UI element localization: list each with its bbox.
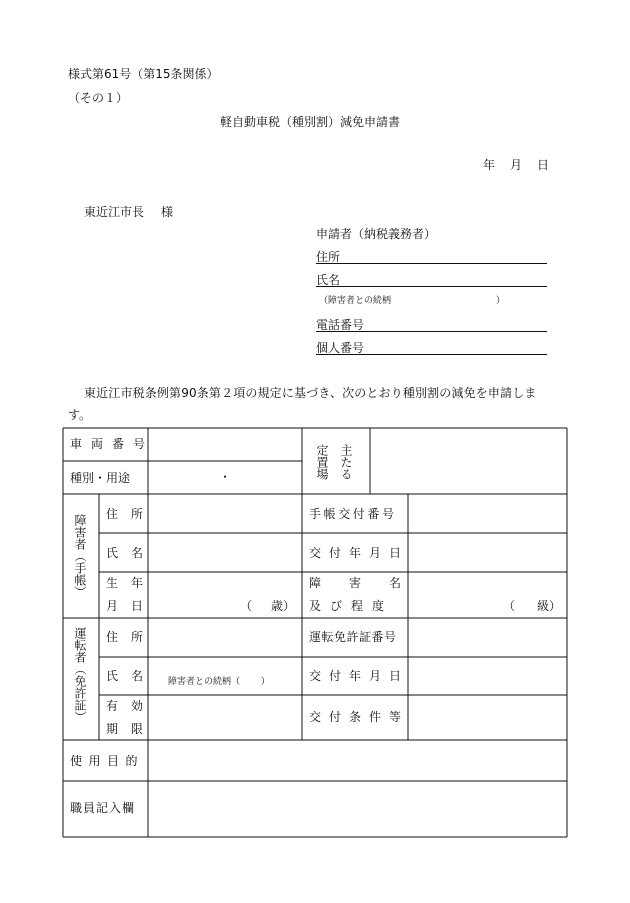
disability-degree-label: 及び程度 — [309, 599, 394, 613]
applicant-address-field[interactable] — [316, 263, 547, 264]
applicant-phone-field[interactable] — [316, 331, 547, 332]
applicant-address-label: 住所 — [316, 250, 341, 264]
handicapped-birth-label-bottom: 月日 — [106, 599, 157, 613]
driver-relationship-note: 障害者との続柄（ ） — [168, 677, 270, 687]
applicant-heading: 申請者（納税義務者） — [316, 227, 437, 241]
applicant-id-label: 個人番号 — [316, 341, 365, 355]
date-day-label: 日 — [537, 158, 550, 172]
handicapped-address-label: 住所 — [106, 507, 157, 521]
garage-input[interactable] — [371, 429, 566, 493]
purpose-input[interactable] — [149, 741, 566, 780]
form-number: 様式第61号（第15条関係） — [68, 67, 219, 81]
disability-name-label: 障害名 — [309, 576, 430, 590]
license-number-label: 運転免許証番号 — [309, 630, 397, 644]
driver-valid-label-bottom: 期限 — [106, 722, 157, 736]
handicapped-section-label: 障害者（手帳） — [73, 514, 87, 598]
garage-label-col1: 主たる — [339, 444, 353, 480]
applicant-id-field[interactable] — [316, 354, 547, 355]
addressee-mayor: 東近江市長 — [84, 205, 145, 219]
form-sub-number: （その１） — [68, 91, 129, 105]
driver-address-label: 住所 — [106, 630, 157, 644]
license-conditions-label: 交付条件等 — [309, 710, 410, 724]
applicant-name-label: 氏名 — [316, 273, 341, 287]
driver-valid-label-top: 有効 — [106, 699, 157, 713]
handicapped-age-close: 歳） — [271, 599, 296, 613]
booklet-number-label: 手帳交付番号 — [309, 507, 397, 521]
handicapped-birth-label-top: 生年 — [106, 576, 157, 590]
applicant-name-field[interactable] — [316, 286, 547, 287]
driver-name-label: 氏名 — [106, 669, 157, 683]
driver-issue-date-label: 交付年月日 — [309, 669, 410, 683]
request-paragraph-line2: す。 — [68, 408, 92, 422]
document-title: 軽自動車税（種別割）減免申請書 — [220, 115, 401, 129]
vehicle-number-input[interactable] — [149, 429, 301, 460]
handicapped-age-open: （ — [240, 599, 253, 613]
driver-section-label: 運転者（免許証） — [73, 627, 87, 723]
applicant-phone-label: 電話番号 — [316, 318, 365, 332]
handicapped-name-label: 氏名 — [106, 546, 157, 560]
type-use-label: 種別・用途 — [70, 471, 131, 485]
disability-grade-open: （ — [503, 599, 516, 613]
applicant-relationship-close: ） — [496, 296, 506, 306]
vehicle-number-label — [70, 437, 155, 451]
purpose-label: 使用目的 — [70, 754, 145, 768]
request-paragraph-line1: 東近江市税条例第90条第２項の規定に基づき、次のとおり種別割の減免を申請しま — [84, 386, 537, 400]
date-year-label: 年 — [483, 158, 496, 172]
staff-column-area — [149, 782, 566, 836]
date-month-label: 月 — [510, 158, 523, 172]
garage-label-col2: 定置場 — [315, 444, 329, 480]
type-use-separator: ・ — [219, 470, 232, 484]
addressee-honorific: 様 — [161, 205, 174, 219]
disability-grade-close: 級） — [537, 599, 562, 613]
applicant-relationship-note: （障害者との続柄 — [319, 296, 392, 306]
vehicle-number-label-text: 車両番号 — [70, 437, 155, 451]
handicapped-issue-date-label: 交付年月日 — [309, 546, 410, 560]
staff-column-label: 職員記入欄 — [70, 801, 136, 815]
